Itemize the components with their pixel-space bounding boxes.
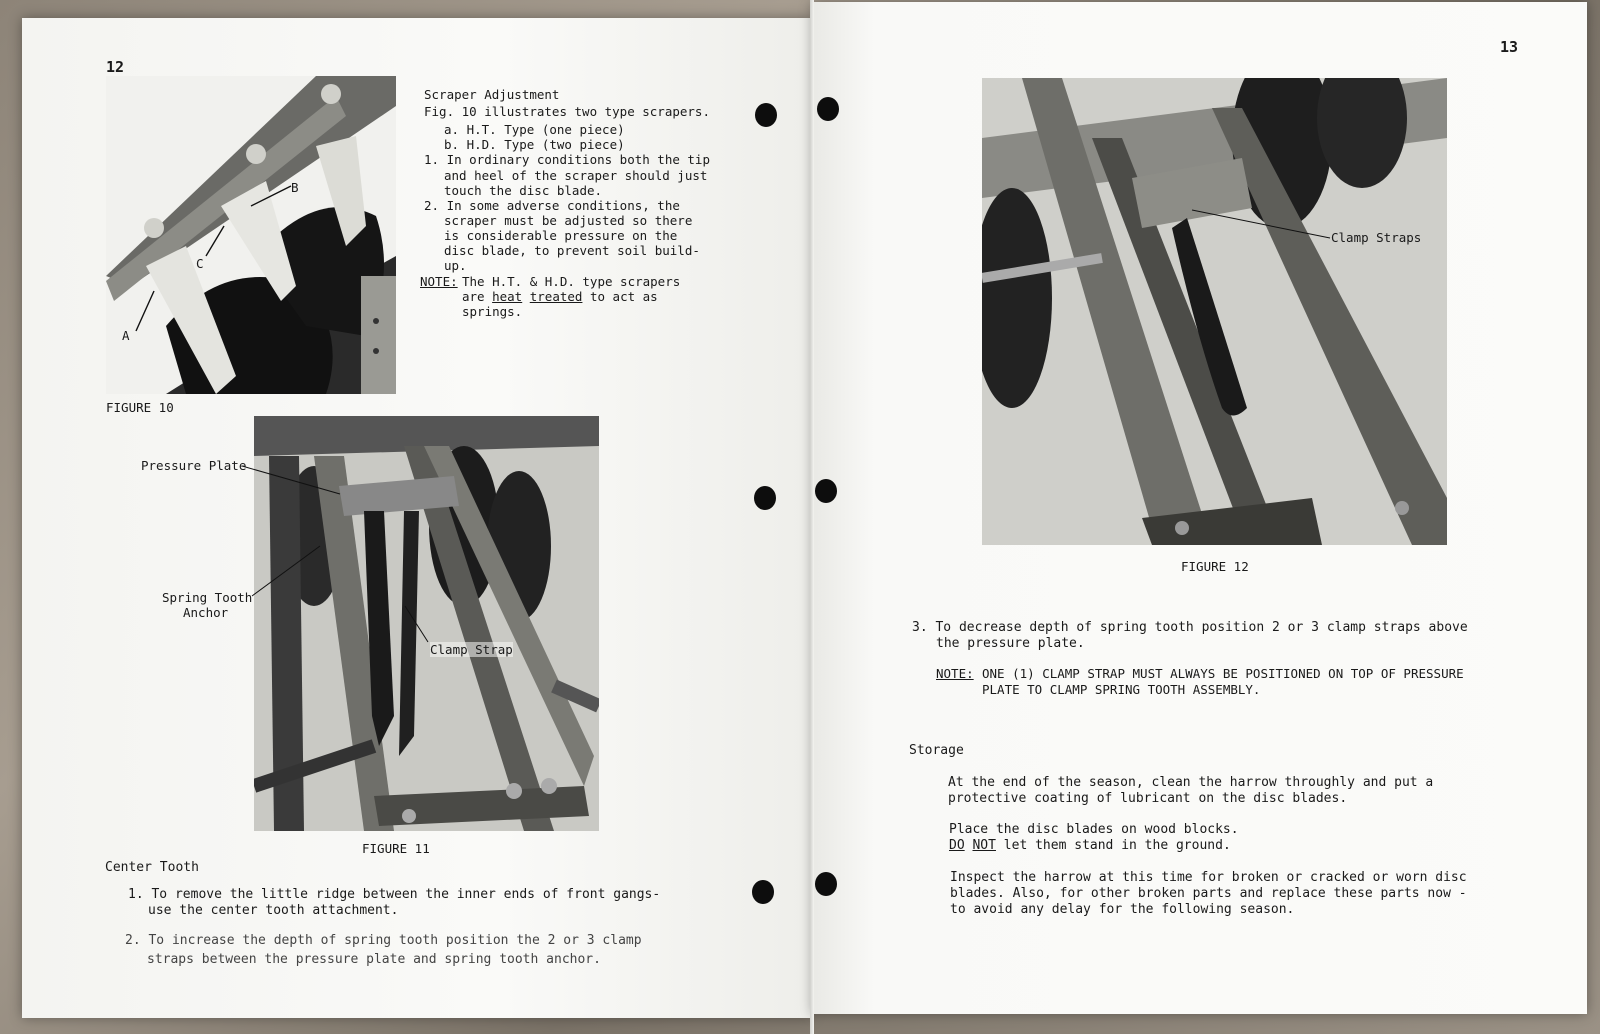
fig10-label-b: B: [291, 180, 299, 195]
storage-p3-line1: Inspect the harrow at this time for broken or cracked or worn disc: [950, 870, 1467, 885]
binder-hole: [752, 880, 774, 904]
right-note-line1: ONE (1) CLAMP STRAP MUST ALWAYS BE POSITIONED ON TOP OF PRESSURE: [982, 666, 1464, 681]
center-tooth-item2-line2: straps between the pressure plate and spring tooth anchor.: [147, 952, 601, 967]
scraper-intro: Fig. 10 illustrates two type scrapers.: [424, 104, 710, 119]
fig11-pressure-plate-label: Pressure Plate: [141, 458, 247, 473]
figure-12-photo: [982, 78, 1447, 545]
note-are: are: [462, 289, 485, 304]
center-tooth-heading: Center Tooth: [105, 860, 199, 875]
fig10-label-c: C: [196, 256, 204, 271]
binder-hole: [815, 479, 837, 503]
scraper-type-b: b. H.D. Type (two piece): [444, 137, 625, 152]
right-note-label: NOTE:: [936, 666, 974, 681]
center-tooth-item1-line2: use the center tooth attachment.: [148, 903, 399, 918]
storage-do: DO: [949, 838, 965, 853]
fig11-spring-tooth-label-line2: Anchor: [183, 605, 229, 620]
scraper-note-label: NOTE:: [420, 274, 458, 289]
fig12-clamp-straps-label: Clamp Straps: [1331, 230, 1422, 245]
figure-10-illustration: [106, 76, 396, 394]
note-heat: heat: [492, 289, 523, 304]
right-note-line2: PLATE TO CLAMP SPRING TOOTH ASSEMBLY.: [982, 682, 1261, 697]
book-spine: [810, 0, 814, 1034]
storage-not: NOT: [972, 838, 996, 853]
storage-p3-line3: to avoid any delay for the following season.: [950, 902, 1295, 917]
note-to-act-as: to act as: [589, 289, 658, 304]
scraper-item2-line4: disc blade, to prevent soil build-: [444, 243, 700, 258]
binder-hole: [817, 97, 839, 121]
storage-heading: Storage: [909, 743, 964, 758]
scraper-note-line2: [462, 289, 658, 305]
scraper-item1-line1: 1. In ordinary conditions both the tip: [424, 152, 710, 167]
item3-line2: the pressure plate.: [936, 636, 1085, 651]
center-tooth-item2-line1: 2. To increase the depth of spring tooth position the 2 or 3 clamp: [125, 933, 642, 948]
binder-hole: [815, 872, 837, 896]
storage-p3-line2: blades. Also, for other broken parts and replace these parts now -: [950, 886, 1467, 901]
storage-p1-line2: protective coating of lubricant on the disc blades.: [948, 791, 1348, 806]
scraper-item1-line2: and heel of the scraper should just: [444, 168, 708, 183]
scraper-heading: Scraper Adjustment: [424, 87, 560, 102]
page-number-left: 12: [106, 58, 125, 76]
binder-hole: [755, 103, 777, 127]
storage-p2-line2: [949, 838, 1231, 854]
figure-10-caption: FIGURE 10: [106, 400, 174, 415]
figure-12-leader-line: [1190, 200, 1340, 250]
figure-11-leader-lines: [230, 456, 430, 656]
note-treated: treated: [529, 289, 583, 304]
storage-p1-line1: At the end of the season, clean the harrow throughly and put a: [948, 775, 1434, 790]
storage-p2-line1: Place the disc blades on wood blocks.: [949, 822, 1239, 837]
figure-12-illustration: [982, 78, 1447, 545]
scraper-item2-line2: scraper must be adjusted so there: [444, 213, 693, 228]
scraper-note-line1: The H.T. & H.D. type scrapers: [462, 274, 681, 289]
scraper-note-line3: springs.: [462, 304, 523, 319]
figure-10-photo: [106, 76, 396, 394]
scraper-item1-line3: touch the disc blade.: [444, 183, 603, 198]
fig11-spring-tooth-label-line1: Spring Tooth: [162, 590, 253, 605]
storage-p2-rest: let them stand in the ground.: [1003, 838, 1231, 853]
binder-hole: [754, 486, 776, 510]
item3-line1: 3. To decrease depth of spring tooth position 2 or 3 clamp straps above: [912, 620, 1468, 635]
fig10-label-a: A: [122, 328, 130, 343]
scraper-item2-line5: up.: [444, 258, 467, 273]
scraper-type-a: a. H.T. Type (one piece): [444, 122, 625, 137]
figure-12-caption: FIGURE 12: [1181, 559, 1249, 574]
figure-11-caption: FIGURE 11: [362, 841, 430, 856]
scraper-item2-line1: 2. In some adverse conditions, the: [424, 198, 680, 213]
fig11-clamp-strap-label: Clamp Strap: [430, 642, 513, 657]
scraper-item2-line3: is considerable pressure on the: [444, 228, 678, 243]
page-number-right: 13: [1500, 38, 1519, 56]
center-tooth-item1-line1: 1. To remove the little ridge between the inner ends of front gangs-: [128, 887, 661, 902]
